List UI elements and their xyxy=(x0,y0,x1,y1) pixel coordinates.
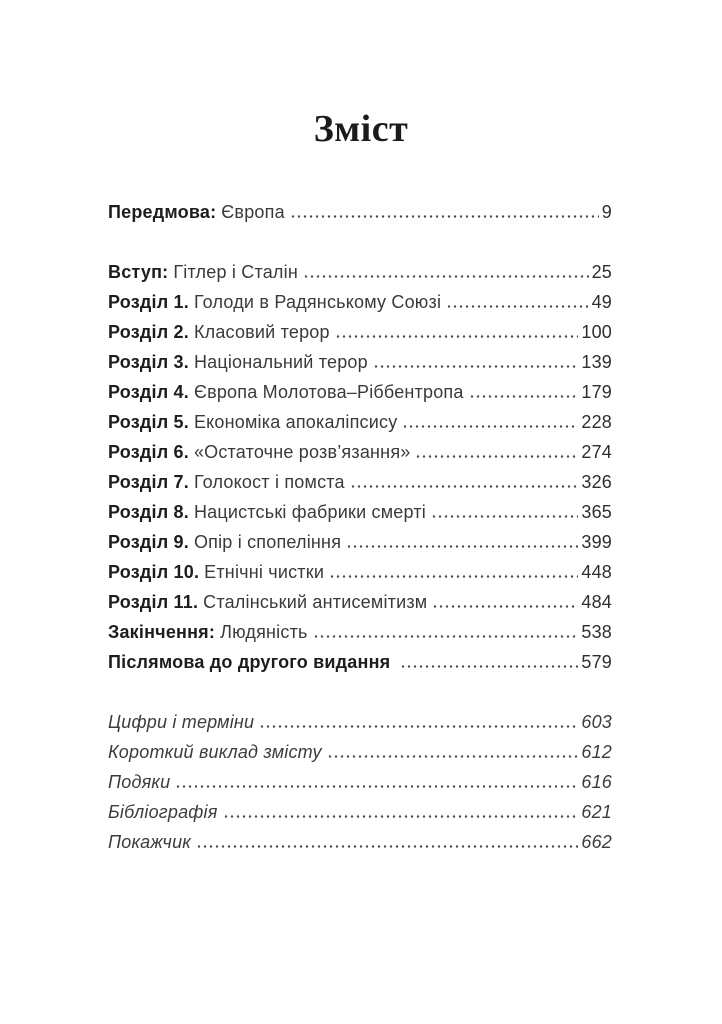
toc-entry xyxy=(108,592,612,622)
toc-entry xyxy=(108,742,612,772)
toc-entry xyxy=(108,322,612,352)
dot-leader xyxy=(431,515,578,518)
toc-entry-page-number: 612 xyxy=(581,742,612,762)
toc-entry-label: Розділ 3. xyxy=(108,352,189,372)
toc-entry-page-number: 603 xyxy=(581,712,612,732)
toc-entry-page-number: 616 xyxy=(581,772,612,792)
toc-entry xyxy=(108,802,612,832)
section-gap xyxy=(108,682,612,712)
toc-entry-page-number: 179 xyxy=(581,382,612,402)
toc-entry-label: Розділ 11. xyxy=(108,592,199,612)
toc-entry-page-number: 621 xyxy=(581,802,612,822)
toc-entry-title: Гітлер і Сталін xyxy=(173,262,298,282)
toc-entry-label: Розділ 4. xyxy=(108,382,189,402)
table-of-contents xyxy=(108,202,612,862)
toc-entry xyxy=(108,352,612,382)
toc-entry-title: Етнічні чистки xyxy=(204,562,325,582)
toc-entry-label: Вступ: xyxy=(108,262,169,282)
toc-entry-page-number: 274 xyxy=(581,442,612,462)
dot-leader xyxy=(259,725,578,728)
dot-leader xyxy=(346,545,578,548)
toc-entry-title: Опір і спопеління xyxy=(193,532,342,552)
toc-entry-title: Європа xyxy=(221,202,285,222)
toc-entry xyxy=(108,382,612,412)
dot-leader xyxy=(350,485,579,488)
toc-entry-title: «Остаточне розв’язання» xyxy=(193,442,411,462)
toc-main-section xyxy=(108,202,612,682)
toc-entry-label: Розділ 6. xyxy=(108,442,189,462)
toc-entry xyxy=(108,622,612,652)
toc-entry xyxy=(108,832,612,862)
dot-leader xyxy=(327,755,579,758)
toc-entry-label: Розділ 7. xyxy=(108,472,189,492)
toc-entry-title: Національний терор xyxy=(193,352,368,372)
dot-leader xyxy=(469,395,579,398)
toc-entry-page-number: 100 xyxy=(581,322,612,342)
toc-entry-page-number: 484 xyxy=(581,592,612,612)
toc-entry-title: Подяки xyxy=(108,772,171,792)
toc-entry-title: Голокост і помста xyxy=(193,472,345,492)
toc-entry-label: Розділ 8. xyxy=(108,502,189,522)
toc-entry-page-number: 399 xyxy=(581,532,612,552)
toc-entry xyxy=(108,502,612,532)
toc-entry-page-number: 9 xyxy=(601,202,612,222)
toc-back-matter-section xyxy=(108,712,612,862)
toc-entry-title: Покажчик xyxy=(108,832,191,852)
toc-entry xyxy=(108,772,612,802)
toc-entry-title: Європа Молотова–Ріббентропа xyxy=(193,382,464,402)
toc-entry-label: Розділ 5. xyxy=(108,412,189,432)
dot-leader xyxy=(415,455,578,458)
dot-leader xyxy=(329,575,578,578)
toc-entry xyxy=(108,412,612,442)
dot-leader xyxy=(402,425,578,428)
toc-entry-label: Передмова: xyxy=(108,202,217,222)
toc-entry-title: Економіка апокаліпсису xyxy=(193,412,398,432)
toc-entry-page-number: 25 xyxy=(591,262,612,282)
toc-entry-title: Цифри і терміни xyxy=(108,712,255,732)
toc-entry-label: Розділ 1. xyxy=(108,292,189,312)
toc-entry-title: Бібліографія xyxy=(108,802,218,822)
page-title: Зміст xyxy=(313,108,409,150)
toc-entry-page-number: 538 xyxy=(581,622,612,642)
dot-leader xyxy=(400,665,578,668)
toc-entry-page-number: 49 xyxy=(591,292,612,312)
toc-entry xyxy=(108,562,612,592)
dot-leader xyxy=(175,785,578,788)
dot-leader xyxy=(196,845,578,848)
toc-entry-label: Закінчення: xyxy=(108,622,216,642)
toc-entry-title: Людяність xyxy=(220,622,308,642)
dot-leader xyxy=(313,635,579,638)
toc-entry-label: Розділ 2. xyxy=(108,322,189,342)
toc-entry xyxy=(108,532,612,562)
toc-entry-page-number: 326 xyxy=(581,472,612,492)
toc-entry-title: Сталінський антисемітизм xyxy=(203,592,428,612)
toc-entry-page-number: 365 xyxy=(581,502,612,522)
toc-entry xyxy=(108,202,612,232)
dot-leader xyxy=(432,605,578,608)
toc-entry-title: Класовий терор xyxy=(193,322,330,342)
toc-entry-title: Нацистські фабрики смерті xyxy=(193,502,426,522)
toc-entry-page-number: 662 xyxy=(581,832,612,852)
toc-entry-page-number: 579 xyxy=(581,652,612,672)
toc-entry-title: Голоди в Радянському Союзі xyxy=(193,292,442,312)
toc-entry xyxy=(108,652,612,682)
toc-entry-title: Короткий виклад змісту xyxy=(108,742,322,762)
toc-entry-label: Розділ 9. xyxy=(108,532,189,552)
toc-entry-label: Післямова до другого видання xyxy=(108,652,391,672)
toc-entry xyxy=(108,262,612,292)
dot-leader xyxy=(290,215,599,218)
toc-entry xyxy=(108,712,612,742)
dot-leader xyxy=(303,275,589,278)
dot-leader xyxy=(335,335,579,338)
toc-entry-label: Розділ 10. xyxy=(108,562,200,582)
dot-leader xyxy=(446,305,588,308)
toc-entry-page-number: 228 xyxy=(581,412,612,432)
dot-leader xyxy=(223,815,579,818)
toc-entry xyxy=(108,472,612,502)
dot-leader xyxy=(373,365,579,368)
toc-entry-page-number: 448 xyxy=(581,562,612,582)
toc-entry xyxy=(108,292,612,322)
toc-entry xyxy=(108,442,612,472)
toc-entry-page-number: 139 xyxy=(581,352,612,372)
